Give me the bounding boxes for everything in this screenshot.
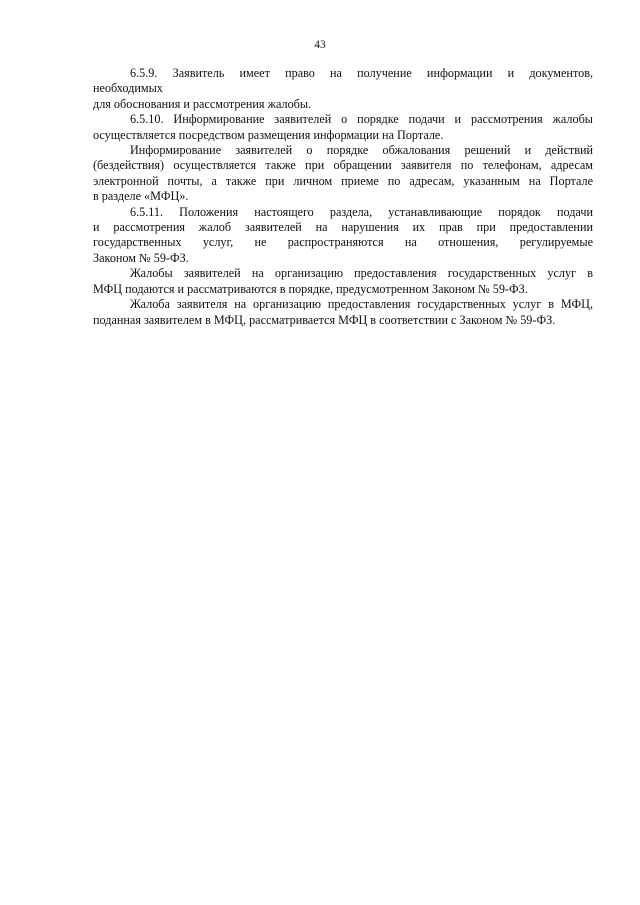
paragraph-line: поданная заявителем в МФЦ, рассматривается МФЦ в соответствии с Законом № 59-ФЗ. <box>93 312 556 327</box>
paragraph-mfc-complaint-review <box>93 297 593 328</box>
paragraph-line: государственных услуг, не распространяются на отношения, регулируемые <box>93 235 593 250</box>
paragraph-line: Законом № 59-ФЗ. <box>93 250 189 265</box>
paragraph-6-5-9 <box>93 66 593 112</box>
paragraph-line: 6.5.11. Положения настоящего раздела, устанавливающие порядок подачи <box>130 204 593 219</box>
paragraph-line: в разделе «МФЦ». <box>93 189 189 204</box>
page-number: 43 <box>314 39 326 51</box>
paragraph-6-5-10 <box>93 112 593 143</box>
paragraph-line: для обоснования и рассмотрения жалобы. <box>93 96 312 111</box>
paragraph-line: и рассмотрения жалоб заявителей на нарушения их прав при предоставлении <box>93 220 593 235</box>
paragraph-line: 6.5.10. Информирование заявителей о порядке подачи и рассмотрения жалобы <box>130 112 593 127</box>
document-body <box>93 66 593 328</box>
paragraph-informing <box>93 143 593 205</box>
paragraph-line: МФЦ подаются и рассматриваются в порядке, предусмотренном Законом № 59-ФЗ. <box>93 281 528 296</box>
paragraph-line: Жалоба заявителя на организацию предоставления государственных услуг в МФЦ, <box>130 297 593 312</box>
paragraph-line: Жалобы заявителей на организацию предоставления государственных услуг в <box>130 266 593 281</box>
paragraph-line: Информирование заявителей о порядке обжалования решений и действий <box>130 143 593 158</box>
paragraph-line: 6.5.9. Заявитель имеет право на получение информации и документов, <box>130 66 593 80</box>
paragraph-6-5-11 <box>93 205 593 267</box>
paragraph-mfc-complaints <box>93 266 593 297</box>
paragraph-line: осуществляется посредством размещения информации на Портале. <box>93 127 444 142</box>
paragraph-line: электронной почты, а также при личном приеме по адресам, указанным на Портале <box>93 173 593 188</box>
paragraph-line: (бездействия) осуществляется также при обращении заявителя по телефонам, адресам <box>93 158 593 173</box>
paragraph-line: необходимых <box>93 81 163 96</box>
